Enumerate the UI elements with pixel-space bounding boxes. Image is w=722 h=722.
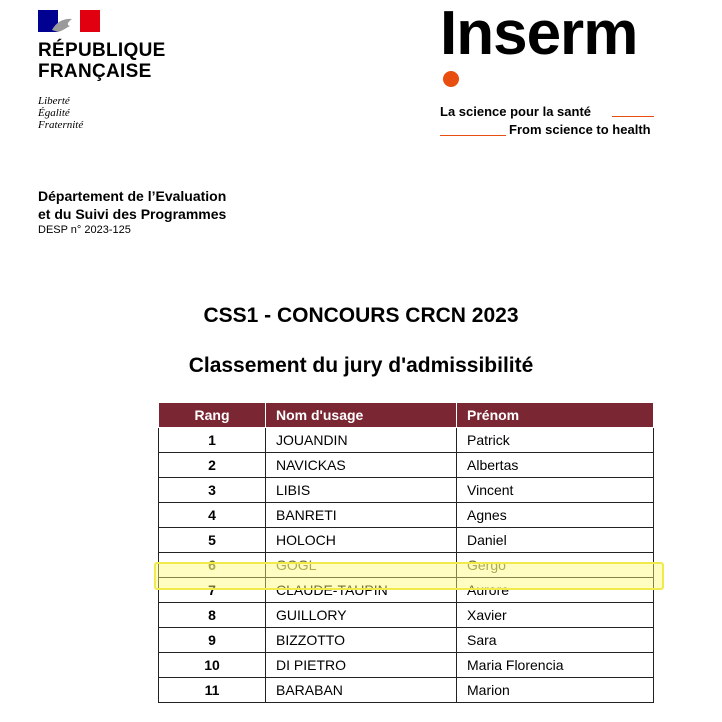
inserm-tagline-en: From science to health [509, 122, 651, 137]
column-header-nom: Nom d'usage [266, 403, 457, 428]
cell-prenom: Maria Florencia [457, 653, 654, 678]
table-row [159, 553, 654, 578]
department-line1: Département de l’Evaluation [38, 188, 227, 204]
cell-rang: 3 [159, 478, 266, 503]
cell-prenom: Gergo [457, 553, 654, 578]
rf-motto: Liberté Égalité Fraternité [38, 95, 84, 131]
table-row [159, 503, 654, 528]
tagline-divider [612, 116, 654, 117]
cell-nom: BANRETI [266, 503, 457, 528]
table-row [159, 528, 654, 553]
cell-prenom: Patrick [457, 428, 654, 453]
page-subtitle: Classement du jury d'admissibilité [188, 354, 534, 377]
cell-rang: 5 [159, 528, 266, 553]
inserm-tagline-fr: La science pour la santé [440, 104, 592, 119]
cell-prenom: Vincent [457, 478, 654, 503]
cell-rang: 10 [159, 653, 266, 678]
inserm-wordmark: Inserm [440, 0, 638, 68]
cell-nom: BARABAN [266, 678, 457, 703]
cell-prenom: Daniel [457, 528, 654, 553]
tagline-divider [440, 135, 506, 136]
cell-prenom: Marion [457, 678, 654, 703]
column-header-rang: Rang [159, 403, 266, 428]
cell-nom: GOGL [266, 553, 457, 578]
cell-prenom: Albertas [457, 453, 654, 478]
cell-rang: 9 [159, 628, 266, 653]
cell-nom: JOUANDIN [266, 428, 457, 453]
cell-rang: 11 [159, 678, 266, 703]
cell-nom: GUILLORY [266, 603, 457, 628]
cell-rang: 7 [159, 578, 266, 603]
page-title: CSS1 - CONCOURS CRCN 2023 [203, 304, 519, 327]
cell-nom: LIBIS [266, 478, 457, 503]
table-row [159, 653, 654, 678]
cell-nom: HOLOCH [266, 528, 457, 553]
department-reference: DESP n° 2023-125 [38, 224, 131, 236]
column-header-prenom: Prénom [457, 403, 654, 428]
cell-rang: 6 [159, 553, 266, 578]
inserm-dot-icon [443, 71, 459, 87]
cell-rang: 1 [159, 428, 266, 453]
table-row [159, 578, 654, 603]
cell-nom: DI PIETRO [266, 653, 457, 678]
cell-nom: CLAUDE-TAUPIN [266, 578, 457, 603]
table-row [159, 453, 654, 478]
table-row [159, 603, 654, 628]
cell-prenom: Sara [457, 628, 654, 653]
table-header-row [159, 403, 654, 428]
cell-rang: 2 [159, 453, 266, 478]
department-block [38, 187, 226, 237]
department-line2: et du Suivi des Programmes [38, 206, 227, 222]
table-row [159, 428, 654, 453]
cell-prenom: Xavier [457, 603, 654, 628]
rf-title: RÉPUBLIQUE FRANÇAISE [38, 40, 166, 82]
cell-nom: NAVICKAS [266, 453, 457, 478]
cell-rang: 4 [159, 503, 266, 528]
cell-rang: 8 [159, 603, 266, 628]
table-row [159, 678, 654, 703]
cell-prenom: Agnes [457, 503, 654, 528]
table-row [159, 478, 654, 503]
table-row [159, 628, 654, 653]
cell-nom: BIZZOTTO [266, 628, 457, 653]
inserm-logo [430, 0, 690, 150]
marianne-flag-icon [38, 10, 100, 32]
cell-prenom: Aurore [457, 578, 654, 603]
ranking-table [158, 402, 654, 703]
